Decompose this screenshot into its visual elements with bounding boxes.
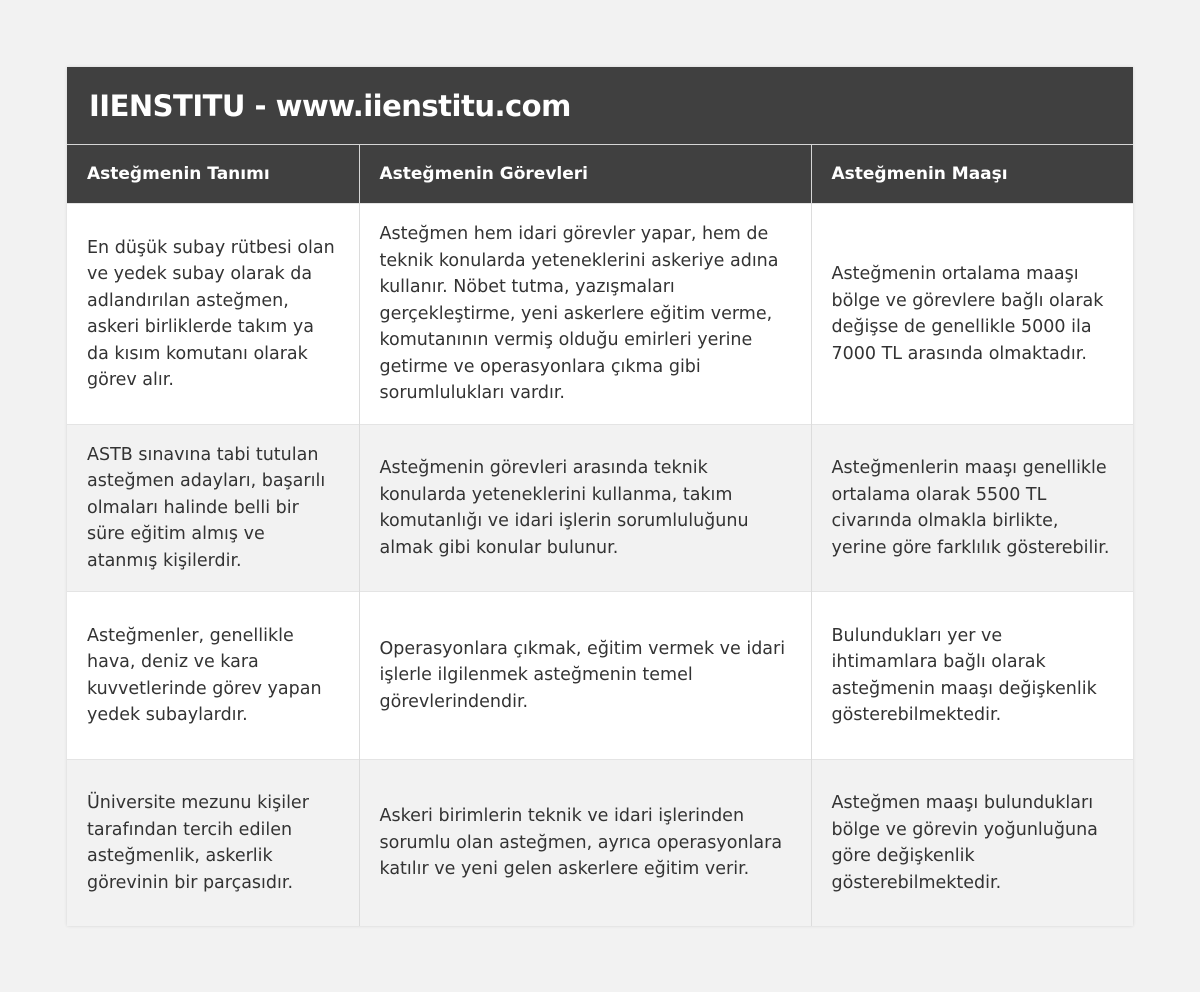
table-row [67,204,1133,425]
table-row [67,592,1133,760]
column-header-definition: Asteğmenin Tanımı [67,145,359,204]
cell-definition: Üniversite mezunu kişiler tarafından tercih edilen asteğmenlik, askerlik görevinin bir parçasıdır. [67,760,359,927]
table-row [67,760,1133,927]
cell-duties: Askeri birimlerin teknik ve idari işlerinden sorumlu olan asteğmen, ayrıca operasyonlara katılır ve yeni gelen askerlere eğitim verir. [359,760,811,927]
cell-salary: Asteğmenin ortalama maaşı bölge ve görevlere bağlı olarak değişse de genellikle 5000 ila 7000 TL arasında olmaktadır. [811,204,1133,425]
cell-duties: Asteğmen hem idari görevler yapar, hem de teknik konularda yeteneklerini askeriye adına kullanır. Nöbet tutma, yazışmaları gerçekleştirme, yeni askerlere eğitim verme, komutanının vermiş olduğu emirleri yerine getirme ve operasyonlara çıkma gibi sorumlulukları vardır. [359,204,811,425]
table-title: IIENSTITU - www.iienstitu.com [67,67,1133,144]
cell-salary: Bulundukları yer ve ihtimamlara bağlı olarak asteğmenin maaşı değişkenlik gösterebilmektedir. [811,592,1133,760]
cell-duties: Asteğmenin görevleri arasında teknik konularda yeteneklerini kullanma, takım komutanlığı ve idari işlerin sorumluluğunu almak gibi konular bulunur. [359,425,811,592]
cell-definition: Asteğmenler, genellikle hava, deniz ve kara kuvvetlerinde görev yapan yedek subaylardır. [67,592,359,760]
column-header-salary: Asteğmenin Maaşı [811,145,1133,204]
cell-definition: En düşük subay rütbesi olan ve yedek subay olarak da adlandırılan asteğmen, askeri birliklerde takım ya da kısım komutanı olarak görev alır. [67,204,359,425]
cell-definition: ASTB sınavına tabi tutulan asteğmen adayları, başarılı olmaları halinde belli bir süre eğitim almış ve atanmış kişilerdir. [67,425,359,592]
info-table-card [67,67,1133,926]
comparison-table [67,144,1133,926]
column-header-duties: Asteğmenin Görevleri [359,145,811,204]
cell-salary: Asteğmen maaşı bulundukları bölge ve görevin yoğunluğuna göre değişkenlik gösterebilmektedir. [811,760,1133,927]
cell-salary: Asteğmenlerin maaşı genellikle ortalama olarak 5500 TL civarında olmakla birlikte, yerine göre farklılık gösterebilir. [811,425,1133,592]
header-row [67,145,1133,204]
cell-duties: Operasyonlara çıkmak, eğitim vermek ve idari işlerle ilgilenmek asteğmenin temel görevlerindendir. [359,592,811,760]
table-row [67,425,1133,592]
